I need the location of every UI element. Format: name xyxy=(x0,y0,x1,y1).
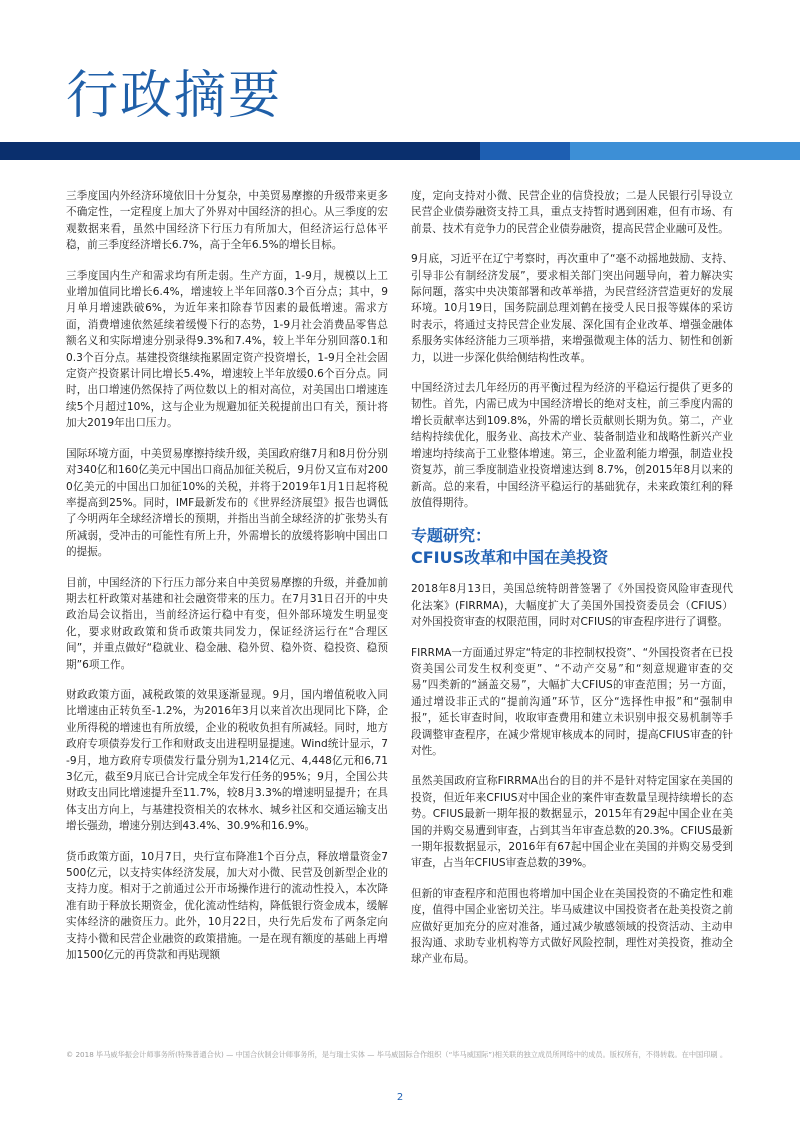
band-segment-mid xyxy=(480,142,570,160)
paragraph: FIRRMA一方面通过界定“特定的非控制权投资”、“外国投资者在已投资美国公司发生权利变更”、“不动产交易”和“刻意规避审查的交易”四类新的“涵盖交易”，大幅扩大CFIUS的审查范围；另一方面，通过增设非正式的“提前沟通”环节，区分“选择性申报”和“强制申报”，延长审查时间，收取审查费用和建立未识别申报交易机制等手段调整审查程序，在减少常规审核成本的同时，提高CFIUS审查的针对性。 xyxy=(411,646,733,757)
paragraph: 9月底，习近平在辽宁考察时，再次重申了“毫不动摇地鼓励、支持、引导非公有制经济发展”，要求相关部门突出问题导向，着力解决实际问题，落实中央决策部署和改革举措，为民营经济营造更好的发展环境。10月19日，国务院副总理刘鹤在接受人民日报等媒体的采访时表示，将通过支持民营企业发展、深化国有企业改革、增强金融体系服务实体经济能力三项举措，来增强微观主体的活力、韧性和创新力，以进一步深化供给侧结构性改革。 xyxy=(411,253,733,364)
paragraph: 三季度国内生产和需求均有所走弱。生产方面，1-9月，规模以上工业增加值同比增长6.4%，增速较上半年回落0.3个百分点；其中，9月单月增速跌破6%，为近年来扣除春节因素的最低增速。需求方面，消费增速依然延续着缓慢下行的态势，1-9月社会消费品零售总额名义和实际增速分别录得9.3%和7.4%，较上半年分别回落0.1和0.3个百分点。基建投资继续拖累固定资产投资增长，1-9月全社会固定资产投资累计同比增长5.4%，增速较上半年放缓0.6个百分点。同时，出口增速仍然保持了两位数以上的相对高位，对美国出口增速连续5个月超过10%，这与企业为规避加征关税提前出口有关，预计将加大2019年出口压力。 xyxy=(66,269,388,430)
paragraph: 虽然美国政府宣称FIRRMA出台的目的并不是针对特定国家在美国的投资，但近年来CFIUS对中国企业的案件审查数量呈现持续增长的态势。CFIUS最新一期年报的数据显示，2015年有29起中国企业在美国的并购交易遭到审查，占到其当年审查总数的20.3%。CFIUS最新一期年报数据显示，2016年有67起中国企业在美国的并购交易受到审查，占当年CFIUS审查总数的39%。 xyxy=(411,775,733,870)
paragraph: 货币政策方面，10月7日，央行宣布降准1个百分点，释放增量资金7500亿元，以支持实体经济发展，加大对小微、民营及创新型企业的支持力度。相对于之前通过公开市场操作进行的流动性投入，本次降准有助于释放长期资金，优化流动性结构，降低银行资金成本，缓解实体经济的融资压力。此外，10月22日，央行先后发布了两条定向支持小微和民营企业融资的政策措施。一是在现有额度的基础上再增加1500亿元的再贷款和再贴现额 xyxy=(66,850,388,962)
right-column xyxy=(411,188,733,982)
paragraph: 2018年8月13日，美国总统特朗普签署了《外国投资风险审查现代化法案》(FIRRMA)，大幅度扩大了美国外国投资委员会（CFIUS）对外国投资审查的权限范围，同时对CFIUS的审查程序进行了调整。 xyxy=(411,583,733,629)
band-segment-light xyxy=(570,142,800,160)
paragraph: 财政政策方面，减税政策的效果逐渐显现。9月，国内增值税收入同比增速由正转负至-1.2%，为2016年3月以来首次出现同比下降，企业所得税的增速也有所放缓，企业的税收负担有所减轻。同时，地方政府专项债券发行工作和财政支出进程明显提速。Wind统计显示，7-9月，地方政府专项债发行量分别为1,214亿元、4,448亿元和6,713亿元，截至9月底已合计完成全年发行任务的95%；9月，全国公共财政支出同比增速提升至11.7%，较8月3.3%的增速明显提升；在具体支出方向上，与基建投资相关的农林水、城乡社区和交通运输支出增长强劲，增速分别达到43.4%、30.9%和16.9%。 xyxy=(66,688,388,833)
paragraph: 度，定向支持对小微、民营企业的信贷投放；二是人民银行引导设立民营企业债券融资支持工具，重点支持暂时遇到困难，但有市场、有前景、技术有竞争力的民营企业债券融资，提高民营企业融可及性。 xyxy=(411,190,733,235)
page-title: 行政摘要 xyxy=(66,66,283,126)
topic-heading-line2: CFIUS改革和中国在美投资 xyxy=(411,548,609,568)
band-segment-dark xyxy=(0,142,480,160)
paragraph: 中国经济过去几年经历的再平衡过程为经济的平稳运行提供了更多的韧性。首先，内需已成为中国经济增长的绝对支柱，前三季度内需的增长贡献率达到109.8%，外需的增长贡献则长期为负。第二，产业结构持续优化，服务业、高技术产业、装备制造业和战略性新兴产业增速均持续高于工业整体增速。第三，企业盈利能力增强，制造业投资复苏，前三季度制造业投资增速达到 8.7%，创2015年8月以来的新高。总的来看，中国经济平稳运行的基础犹存，未来政策红利的释放值得期待。 xyxy=(411,382,733,509)
paragraph: 但新的审查程序和范围也将增加中国企业在美国投资的不确定性和难度，值得中国企业密切关注。毕马威建议中国投资者在赴美投资之前应做好更加充分的应对准备，通过减少敏感领域的投资活动、主动申报沟通、求助专业机构等方式做好风险控制，理性对美投资，推动全球产业布局。 xyxy=(411,887,733,966)
page-number: 2 xyxy=(396,1092,404,1103)
topic-heading-line1: 专题研究： xyxy=(411,526,492,546)
header-color-band xyxy=(0,142,800,160)
paragraph: 国际环境方面，中美贸易摩擦持续升级，美国政府继7月和8月份分别对340亿和160亿美元中国出口商品加征关税后，9月份又宣布对2000亿美元的中国出口加征10%的关税，并将于2019年1月1日起将税率提高到25%。同时，IMF最新发布的《世界经济展望》报告也调低了今明两年全球经济增长的预期，并指出当前全球经济的扩张势头有所减弱，受冲击的可能性有所上升，外需增长的放缓将影响中国出口的提振。 xyxy=(66,447,388,559)
left-column xyxy=(66,188,388,977)
topic-heading xyxy=(411,525,733,569)
paragraph: 目前，中国经济的下行压力部分来自中美贸易摩擦的升级，并叠加前期去杠杆政策对基建和社会融资带来的压力。在7月31日召开的中央政治局会议指出，当前经济运行稳中有变，但外部环境发生明显变化，要求财政政策和货币政策共同发力，保证经济运行在“合理区间”，并重点做好“稳就业、稳金融、稳外贸、稳外资、稳投资、稳预期”6项工作。 xyxy=(66,576,388,671)
paragraph: 三季度国内外经济环境依旧十分复杂，中美贸易摩擦的升级带来更多不确定性，一定程度上加大了外界对中国经济的担心。从三季度的宏观数据来看，虽然中国经济下行压力有所加大，但经济运行总体平稳，前三季度经济增长6.7%，高于全年6.5%的增长目标。 xyxy=(66,190,388,252)
copyright-footer: © 2018 毕马威华振会计师事务所(特殊普通合伙) — 中国合伙制会计师事务所，是与瑞士实体 — 毕马威国际合作组织（“毕马威国际”)相关联的独立成员所网络中的成员。版权所有，不得转载。在中国印刷 。 xyxy=(66,1050,728,1059)
